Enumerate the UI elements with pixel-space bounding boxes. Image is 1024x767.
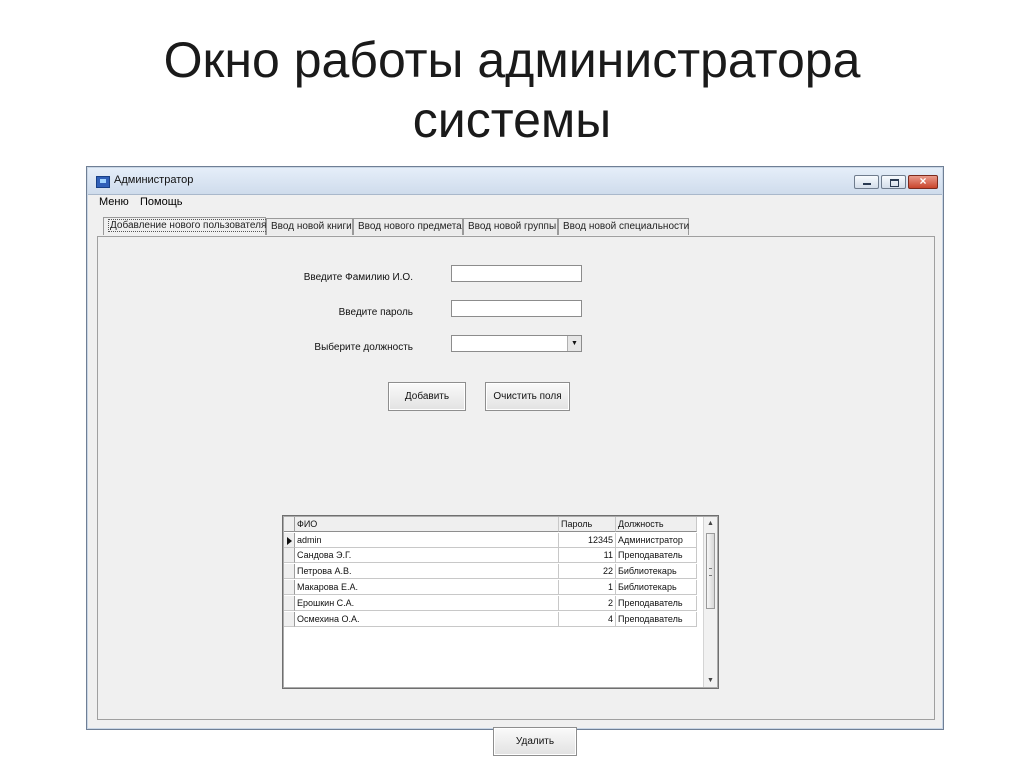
- slide-title-line-1: Окно работы администратора: [163, 32, 861, 88]
- column-header-position[interactable]: Должность: [616, 517, 697, 532]
- window-title: Администратор: [114, 174, 194, 186]
- cell-fio[interactable]: Осмехина О.А.: [295, 612, 559, 627]
- table-row[interactable]: [284, 533, 697, 548]
- column-header-password[interactable]: Пароль: [559, 517, 616, 532]
- table-row[interactable]: [284, 596, 697, 611]
- row-indicator: [284, 548, 295, 563]
- cell-fio[interactable]: admin: [295, 533, 559, 548]
- grid-body: [284, 517, 703, 687]
- row-indicator: [284, 564, 295, 579]
- tab-label: Ввод новой специальности: [563, 221, 690, 232]
- scroll-up-icon[interactable]: ▲: [707, 520, 714, 527]
- tab-add-user[interactable]: [103, 217, 266, 235]
- add-button[interactable]: Добавить: [388, 382, 466, 411]
- tab-label: Добавление нового пользователя: [110, 220, 267, 231]
- slide-title: [0, 30, 1024, 150]
- position-label: Выберите должность: [314, 342, 413, 353]
- admin-window: [86, 166, 944, 747]
- cell-position[interactable]: Библиотекарь: [616, 564, 697, 579]
- tab-new-subject[interactable]: [353, 218, 463, 235]
- menu-item-help[interactable]: Помощь: [140, 196, 183, 208]
- slide-title-line-2: системы: [412, 92, 612, 148]
- cell-fio[interactable]: Макарова Е.А.: [295, 580, 559, 595]
- users-grid: [282, 515, 719, 689]
- close-glyph: ×: [919, 174, 927, 188]
- cell-password[interactable]: 4: [559, 612, 616, 627]
- dropdown-arrow-icon[interactable]: ▼: [567, 336, 581, 351]
- row-indicator: [284, 580, 295, 595]
- row-indicator: [284, 612, 295, 627]
- delete-button[interactable]: Удалить: [493, 727, 577, 756]
- app-icon: [96, 176, 110, 188]
- row-indicator: [284, 533, 295, 548]
- cell-fio[interactable]: Ерошкин С.А.: [295, 596, 559, 611]
- password-label: Введите пароль: [338, 307, 413, 318]
- cell-password[interactable]: 11: [559, 548, 616, 563]
- name-input[interactable]: [451, 265, 582, 282]
- grid-vertical-scrollbar[interactable]: [703, 517, 717, 687]
- cell-fio[interactable]: Петрова А.В.: [295, 564, 559, 579]
- cell-password[interactable]: 12345: [559, 533, 616, 548]
- tab-label: Ввод новой книги: [271, 221, 352, 232]
- menu-item-menu[interactable]: Меню: [99, 196, 129, 208]
- maximize-icon[interactable]: [881, 175, 906, 189]
- tab-new-group[interactable]: [463, 218, 558, 235]
- name-label: Введите Фамилию И.О.: [303, 272, 413, 283]
- cell-position[interactable]: Библиотекарь: [616, 580, 697, 595]
- tab-panel-add-user: [97, 236, 935, 747]
- row-indicator: [284, 596, 295, 611]
- tab-new-specialty[interactable]: [558, 218, 689, 235]
- tab-new-book[interactable]: [266, 218, 353, 235]
- tab-label: Ввод нового предмета: [358, 221, 462, 232]
- scrollbar-thumb[interactable]: [706, 533, 715, 609]
- window-titlebar[interactable]: [88, 168, 942, 195]
- cell-position[interactable]: Преподаватель: [616, 596, 697, 611]
- password-input[interactable]: [451, 300, 582, 317]
- clear-fields-button[interactable]: Очистить поля: [485, 382, 570, 411]
- grid-header-row: [284, 517, 697, 532]
- cell-position[interactable]: Преподаватель: [616, 612, 697, 627]
- table-row[interactable]: [284, 612, 697, 627]
- menu-bar: [88, 195, 942, 211]
- cell-password[interactable]: 1: [559, 580, 616, 595]
- close-icon[interactable]: [908, 175, 938, 189]
- row-pointer-icon: [287, 537, 292, 545]
- cell-fio[interactable]: Сандова Э.Г.: [295, 548, 559, 563]
- table-row[interactable]: [284, 580, 697, 595]
- column-header-fio[interactable]: ФИО: [295, 517, 559, 532]
- cell-position[interactable]: Администратор: [616, 533, 697, 548]
- minimize-icon[interactable]: [854, 175, 879, 189]
- table-row[interactable]: [284, 548, 697, 563]
- tab-label: Ввод новой группы: [468, 221, 557, 232]
- scroll-down-icon[interactable]: ▼: [707, 677, 714, 684]
- cell-password[interactable]: 22: [559, 564, 616, 579]
- grid-corner: [284, 517, 295, 532]
- cell-position[interactable]: Преподаватель: [616, 548, 697, 563]
- cell-password[interactable]: 2: [559, 596, 616, 611]
- position-select[interactable]: [451, 335, 582, 352]
- table-row[interactable]: [284, 564, 697, 579]
